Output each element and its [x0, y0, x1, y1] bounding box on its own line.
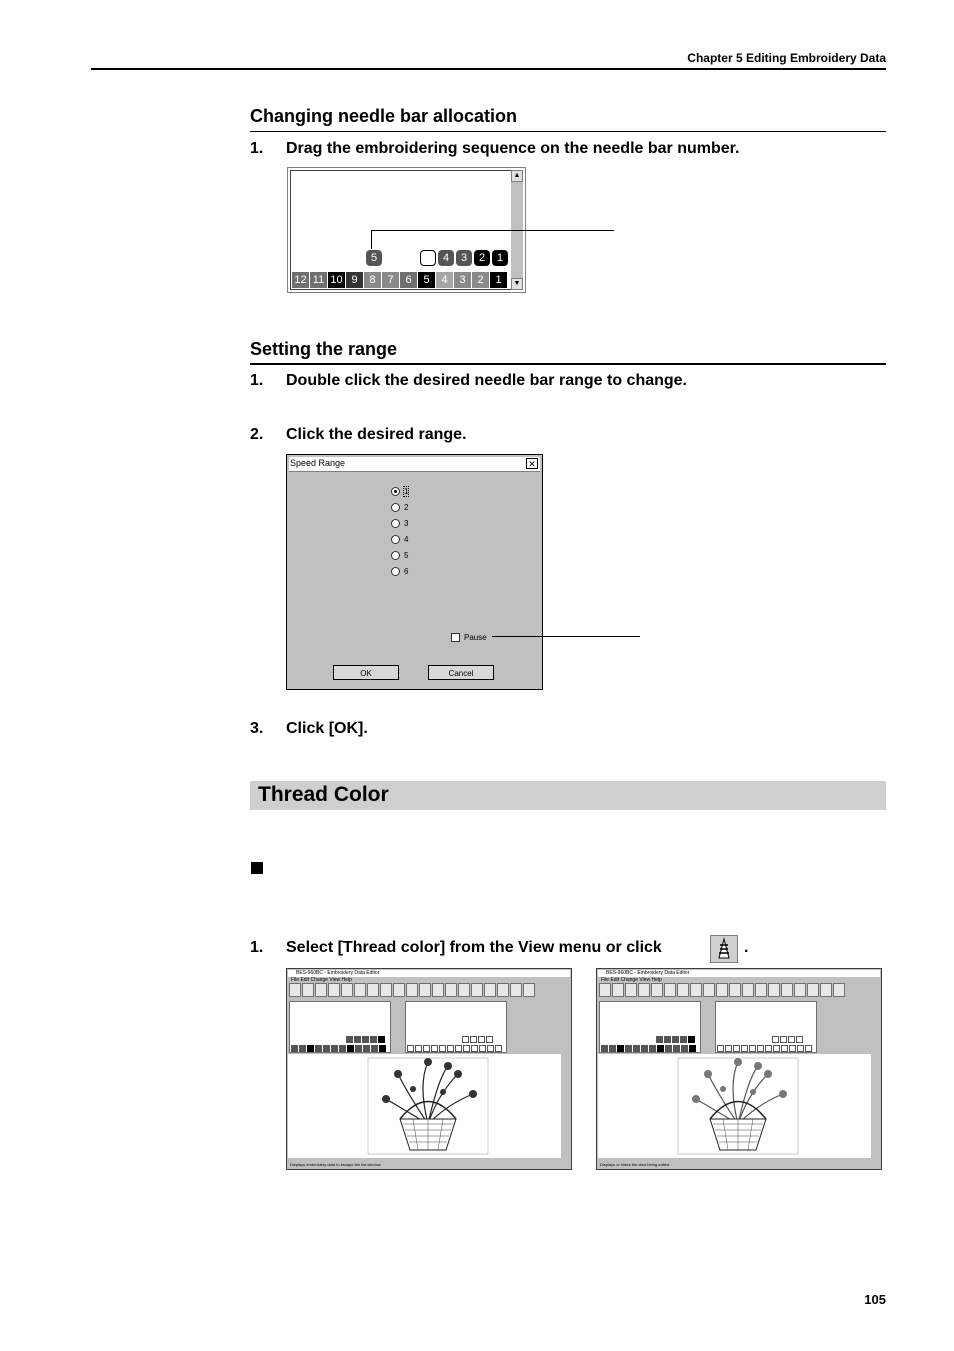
editor-window-after	[596, 968, 882, 1170]
option-label: 3	[404, 519, 409, 528]
undo-icon[interactable]	[393, 983, 405, 997]
display-icon[interactable]	[690, 983, 702, 997]
view-icon[interactable]	[354, 983, 366, 997]
edit-icon[interactable]	[768, 983, 780, 997]
step-3	[250, 720, 368, 738]
chapter-header: Chapter 5 Editing Embroidery Data	[687, 51, 886, 65]
mini-bars	[717, 1045, 813, 1052]
edit-icon[interactable]	[458, 983, 470, 997]
step-text: Drag the embroidering sequence on the needle bar number.	[286, 140, 740, 157]
thread-color-banner	[250, 781, 886, 810]
step-1	[250, 372, 687, 390]
toolbar	[598, 983, 880, 999]
status-bar: Displays or hides the view being edited	[598, 1161, 880, 1168]
range-option-2[interactable]	[391, 503, 408, 512]
needle-bar-number[interactable]: 7	[382, 272, 399, 288]
zoom-out-icon[interactable]	[328, 983, 340, 997]
scroll-down-icon[interactable]: ▼	[511, 278, 523, 290]
radio-icon[interactable]	[391, 503, 400, 512]
page-number: 105	[864, 1292, 886, 1307]
ok-button[interactable]: OK	[333, 665, 399, 680]
callout-line	[371, 230, 614, 231]
needle-bar-pane	[599, 1001, 701, 1053]
edit-icon[interactable]	[419, 983, 431, 997]
mini-bars	[601, 1045, 697, 1052]
design-canvas[interactable]	[288, 1054, 561, 1158]
radio-icon[interactable]	[391, 519, 400, 528]
radio-icon[interactable]	[391, 567, 400, 576]
mini-sequence	[772, 1036, 804, 1043]
cancel-button[interactable]: Cancel	[428, 665, 494, 680]
step-number: 1.	[250, 939, 264, 956]
stop-sequence-pane	[405, 1001, 507, 1053]
step-text-end: .	[744, 939, 749, 956]
basket-design-icon	[288, 1054, 558, 1158]
option-label: 2	[404, 503, 409, 512]
needle-bar-number[interactable]: 6	[400, 272, 417, 288]
step-text: Select [Thread color] from the View menu or click	[286, 939, 662, 956]
redo-icon[interactable]	[716, 983, 728, 997]
design-canvas[interactable]	[598, 1054, 871, 1158]
radio-icon[interactable]	[391, 551, 400, 560]
range-option-3[interactable]	[391, 519, 408, 528]
sequence-item[interactable]: 5	[366, 250, 382, 266]
sequence-item[interactable]: 1	[492, 250, 508, 266]
save-icon[interactable]	[612, 983, 624, 997]
pause-checkbox[interactable]	[451, 633, 487, 642]
sequence-moved[interactable]	[366, 250, 384, 266]
section-rule	[250, 131, 886, 132]
edit-icon[interactable]	[794, 983, 806, 997]
zoom-out-icon[interactable]	[638, 983, 650, 997]
mini-sequence	[656, 1036, 696, 1043]
help-icon[interactable]	[833, 983, 845, 997]
step-number: 1.	[250, 372, 264, 389]
dialog-title: Speed Range	[290, 458, 346, 468]
needle-bar-number[interactable]: 10	[328, 272, 345, 288]
range-option-6[interactable]	[391, 567, 408, 576]
sequence-slot-empty[interactable]	[420, 250, 436, 266]
redo-icon[interactable]	[406, 983, 418, 997]
section-title-range: Setting the range	[250, 339, 398, 359]
zoom-fit-icon[interactable]	[651, 983, 663, 997]
toolbar	[288, 983, 570, 999]
menu-bar[interactable]: File Edit Change View Help	[601, 977, 662, 983]
needle-bar-number[interactable]: 12	[292, 272, 309, 288]
open-icon[interactable]	[599, 983, 611, 997]
section-title-needle-bar: Changing needle bar allocation	[250, 106, 518, 126]
editor-window-before	[286, 968, 572, 1170]
window-title: BES-960BC - Embroidery Data Editor	[288, 970, 570, 977]
scroll-up-icon[interactable]: ▲	[511, 170, 523, 182]
window-title: BES-960BC - Embroidery Data Editor	[598, 970, 880, 977]
save-icon[interactable]	[302, 983, 314, 997]
needle-bar-number[interactable]: 3	[454, 272, 471, 288]
needle-bar-number[interactable]: 2	[472, 272, 489, 288]
callout-line	[371, 230, 372, 249]
grid-icon[interactable]	[781, 983, 793, 997]
option-label: 1	[404, 487, 409, 496]
menu-bar[interactable]: File Edit Change View Help	[291, 977, 352, 983]
grid-icon[interactable]	[471, 983, 483, 997]
close-icon[interactable]: ✕	[526, 458, 538, 469]
display-icon[interactable]	[380, 983, 392, 997]
step-number: 1.	[250, 140, 264, 157]
header-rule	[91, 68, 886, 70]
step-1	[250, 140, 739, 158]
checkbox-icon[interactable]	[451, 633, 460, 642]
needle-bar-number[interactable]: 11	[310, 272, 327, 288]
mini-sequence	[346, 1036, 386, 1043]
print-icon[interactable]	[807, 983, 819, 997]
range-option-4[interactable]	[391, 535, 408, 544]
speed-range-dialog	[286, 454, 543, 690]
checkbox-label: Pause	[464, 633, 487, 642]
edit-icon[interactable]	[729, 983, 741, 997]
mini-sequence	[462, 1036, 494, 1043]
basket-design-icon	[598, 1054, 868, 1158]
edit-icon[interactable]	[484, 983, 496, 997]
needle-bar-number[interactable]: 5	[418, 272, 435, 288]
sequence-item[interactable]: 2	[474, 250, 490, 266]
step-number: 2.	[250, 426, 264, 443]
thread-color-icon[interactable]	[367, 983, 379, 997]
square-bullet-icon	[251, 862, 263, 874]
needle-bar-pane	[289, 1001, 391, 1053]
radio-icon[interactable]	[391, 535, 400, 544]
callout-line	[492, 636, 640, 637]
undo-icon[interactable]	[703, 983, 715, 997]
step-2	[250, 426, 467, 444]
monitor-icon[interactable]	[510, 983, 522, 997]
open-icon[interactable]	[289, 983, 301, 997]
range-option-5[interactable]	[391, 551, 408, 560]
range-option-1[interactable]	[391, 487, 408, 496]
banner-title: Thread Color	[258, 783, 389, 806]
mini-bars	[291, 1045, 387, 1052]
option-label: 6	[404, 567, 409, 576]
edit-icon[interactable]	[445, 983, 457, 997]
step-text: Click [OK].	[286, 720, 368, 737]
sequence-item[interactable]: 3	[456, 250, 472, 266]
step-number: 3.	[250, 720, 264, 737]
help-icon[interactable]	[523, 983, 535, 997]
edit-icon[interactable]	[755, 983, 767, 997]
sequence-row	[420, 250, 510, 266]
thread-color-icon[interactable]	[677, 983, 689, 997]
mini-bars	[407, 1045, 503, 1052]
needle-bar-number[interactable]: 8	[364, 272, 381, 288]
monitor-icon[interactable]	[820, 983, 832, 997]
view-icon[interactable]	[664, 983, 676, 997]
sequence-item[interactable]: 4	[438, 250, 454, 266]
edit-icon[interactable]	[432, 983, 444, 997]
section-rule	[250, 363, 886, 365]
needle-bar-row	[292, 272, 508, 288]
needle-bar-number[interactable]: 4	[436, 272, 453, 288]
thread-color-tool-icon[interactable]	[710, 935, 738, 963]
option-label: 5	[404, 551, 409, 560]
stop-sequence-pane	[715, 1001, 817, 1053]
needle-bar-number[interactable]: 9	[346, 272, 363, 288]
zoom-fit-icon[interactable]	[341, 983, 353, 997]
needle-bar-number[interactable]: 1	[490, 272, 507, 288]
zoom-in-icon[interactable]	[625, 983, 637, 997]
zoom-in-icon[interactable]	[315, 983, 327, 997]
edit-icon[interactable]	[742, 983, 754, 997]
dialog-titlebar	[289, 457, 540, 472]
radio-selected-icon[interactable]	[391, 487, 400, 496]
step-1	[250, 939, 662, 957]
step-text: Double click the desired needle bar range to change.	[286, 372, 687, 389]
option-label: 4	[404, 535, 409, 544]
step-text: Click the desired range.	[286, 426, 467, 443]
status-bar: Displays embroidery data to escape the list window	[288, 1161, 570, 1168]
print-icon[interactable]	[497, 983, 509, 997]
